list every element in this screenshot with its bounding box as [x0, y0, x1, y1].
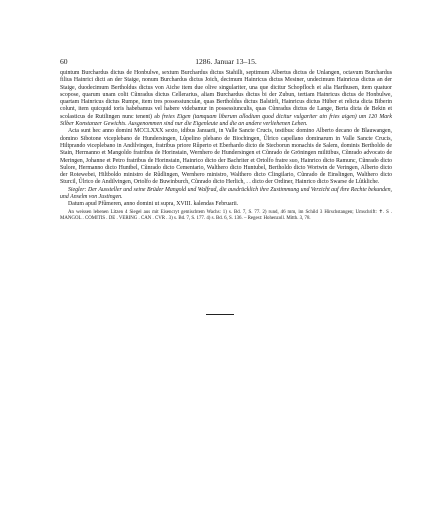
separator-rule [206, 314, 234, 315]
sealers-label: Siegler: [68, 186, 87, 193]
paragraph-witnesses: Acta sunt hec anno domini MCCLXXX sexto, idibus Januarii, in Valle Sancte Crucis, testibus: domino Alberto decano de Blauwangen, domino Sibotone viceplebano de Hundersingen, Lûpelino plebano de Biochingen, Ûlrico capellano dominarum in Valle Sancte Crucis, Hiltprando viceplebano in Andilvingen, fratribus priore Rûperto et Eberhardo dicto de Stecborun monachis de Salem, dominis Bertholdo de Stain, Hermanno et Mangoldo fratribus de Horinstain, Wernhero de Hundersingen et Cũnrado de Gröningen militibus, Cũnrado advocato de Meringen, Johanne et Petro fratribus de Horinstain, Hainrico dicto der Bachriter et Ortolfo fratre suo, Hainrico dicto Ramunc, Cũnrado dicto Sulore, Hermanno dicto Huntbel, Cũnrado dicto Cementario, Walthero dicto Huntubel, Bertholdo dicto Wortwin de Veringen, Alberto dicto der Rotewebei, Hiltboldo ministro de Rûdlingen, Wernhero ministro, Walthero dicto Clingilario, Cũnrado de Einslingen, Walthero dicto Sturcil, Ûlrico de Andilvingen, Ortolfo de Buwinburch, Cũnrado dicto Herlich, . . dicto der Ordiner, Hainrico dicto Swarse de Lûtkliche. [60, 128, 392, 186]
page-header [60, 57, 392, 69]
running-title: 1286. Januar 13–15. [195, 57, 257, 66]
footnote: An weissen lebenen Litzen 4 Siegel aus mit Eisencryt gemischtem Wachs: 1) s. Bd. 7, S. 77. 2) rund, 46 mm, im Schild 3 Hirschstangen; Umschrift: ✝. S . MANGOL . COMITIS . DE . VERING . CAN . CVR . 3) s. Bd. 7, S. 177. 4) s. Bd. 6, S. 136. – Regest: Hohenzoll. Mitth. 3, 78. [60, 209, 392, 221]
document-body [60, 70, 392, 227]
sealers-text: Der Aussteller und seine Brüder Mangold und Walfrad, die ausdrücklich ihre Zustimmung und Verzicht auf ihre Rechte bekunden, und Anselm von Justingen. [60, 186, 392, 201]
paragraph-datum: Datum apud Pfûmeren, anno domini ut supra, XVIII. kalendas Februarii. [68, 201, 239, 208]
dispositio-text: quintum Burchardus dictus de Honbulwe, sextum Burchardus dictus Stahilli, septimum Albertus dictus de Unlangen, octavum Burchardus filius Hainrici dicti an der Staige, nonum Burchardus dictus Joich, decimum Hainricus dictus Mesiner, undecimum Hainricus dictus an der Staige, duodecimum Bertholdus dictus von Aiche item due olive singulariter, una que dicitur Schopfloch et alia Harthusen, item quatuor scopose, quarum unam colit Cũnradus dictus Cellerarius, aliam Burchardus dictus bi der Zubun, tertiam Hainricus dictus de Honbulwe, quartam Hainricus dictus Rumpe, item tres possessiunculæ, quas Bertholdus dictus Balstirli, Hainricus dictus Hüber et relicta dicta Biberin colunt, item quicquid toris habebamus vel habere videbamur in possessiunculis, quas Cũnradus dictus de Lange, Berta dicta de Bekin et scolasticus de Rutilingen nunc tenent) ab [60, 70, 392, 120]
paragraph-sealers [60, 187, 392, 202]
page-number: 60 [60, 57, 68, 66]
dispositio-summary: freies Eigen (tamquam liberum allodium quod dicitur vulgariter ain fries aigen) um 120 Mark Silber Konstanzer Gewichts. Ausgenommen sind nur die Eigenleute und die an andere verliehenen Lehen. [60, 113, 392, 128]
paragraph-dispositio [60, 70, 392, 128]
